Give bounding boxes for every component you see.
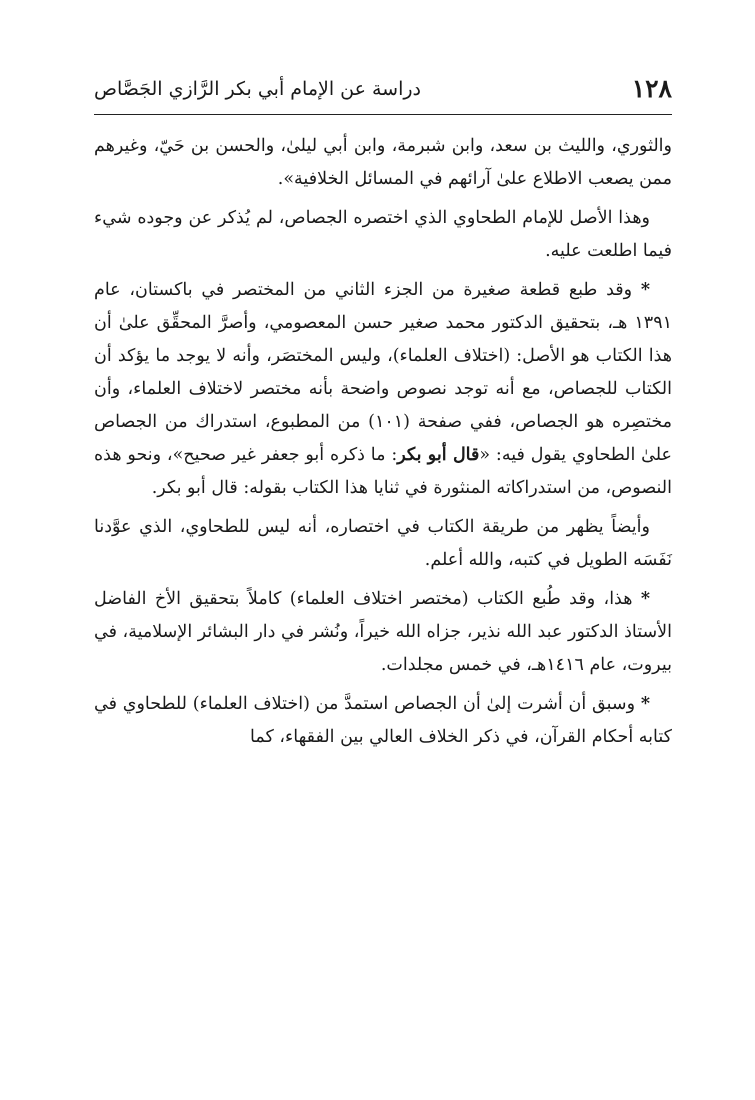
- star-bullet-icon: *: [640, 694, 650, 714]
- page-number: ١٢٨: [631, 74, 672, 103]
- paragraph-continuation: [94, 130, 672, 196]
- paragraph-text: وسبق أن أشرت إلىٰ أن الجصاص استمدَّ من (اختلاف العلماء) للطحاوي في كتابه أحكام القرآن، في ذكر الخلاف العالي بين الفقهاء، كما: [94, 694, 672, 747]
- paragraph-text: وقد طبع قطعة صغيرة من الجزء الثاني من المختصر في باكستان، عام ١٣٩١ هـ، بتحقيق الدكتور محمد صغير حسن المعصومي، وأصرَّ المحقِّق علىٰ أن هذا الكتاب هو الأصل: (اختلاف العلماء)، وليس المختصَر، وأنه لا يوجد ما يؤكد أن الكتاب للجصاص، مع أنه توجد نصوص واضحة بأنه مختصر لاختلاف العلماء، وأن مختصِره هو الجصاص، ففي صفحة (١٠١) من المطبوع، استدراك من الجصاص علىٰ الطحاوي يقول فيه: «: [94, 280, 672, 465]
- running-title: دراسة عن الإمام أبي بكر الرَّازي الجَصَّاص: [94, 78, 422, 100]
- paragraph-full-edition: [94, 583, 672, 682]
- star-bullet-icon: *: [640, 280, 650, 300]
- bold-quote: قال أبو بكر: [397, 445, 480, 465]
- paragraph-text: : ما ذكره أبو جعفر غير صحيح»، ونحو هذه النصوص، من استدراكاته المنثورة في ثنايا هذا الكتاب بقوله: قال أبو بكر.: [94, 445, 672, 498]
- paragraph-style-note: [94, 511, 672, 577]
- paragraph-text: هذا، وقد طُبع الكتاب (مختصر اختلاف العلماء) كاملاً بتحقيق الأخ الفاضل الأستاذ الدكتور عبد الله نذير، جزاه الله خيراً، ونُشر في دار البشائر الإسلامية، في بيروت، عام ١٤١٦هـ، في خمس مجلدات.: [94, 589, 672, 675]
- paragraph-ahkam-note: [94, 688, 672, 754]
- paragraph-text: وأيضاً يظهر من طريقة الكتاب في اختصاره، أنه ليس للطحاوي، الذي عوَّدنا نَفَسَه الطويل في كتبه، والله أعلم.: [94, 517, 672, 570]
- paragraph-original-note: [94, 202, 672, 268]
- star-bullet-icon: *: [640, 589, 650, 609]
- paragraph-text: وهذا الأصل للإمام الطحاوي الذي اختصره الجصاص، لم يُذكر عن وجوده شيء فيما اطلعت عليه.: [94, 208, 672, 261]
- page-header: [94, 70, 672, 115]
- body-text: [94, 130, 672, 760]
- paragraph-pakistan-edition: [94, 274, 672, 505]
- paragraph-text: والثوري، والليث بن سعد، وابن شبرمة، وابن أبي ليلىٰ، والحسن بن حَيّ، وغيرهم ممن يصعب الاطلاع علىٰ آرائهم في المسائل الخلافية».: [94, 136, 672, 189]
